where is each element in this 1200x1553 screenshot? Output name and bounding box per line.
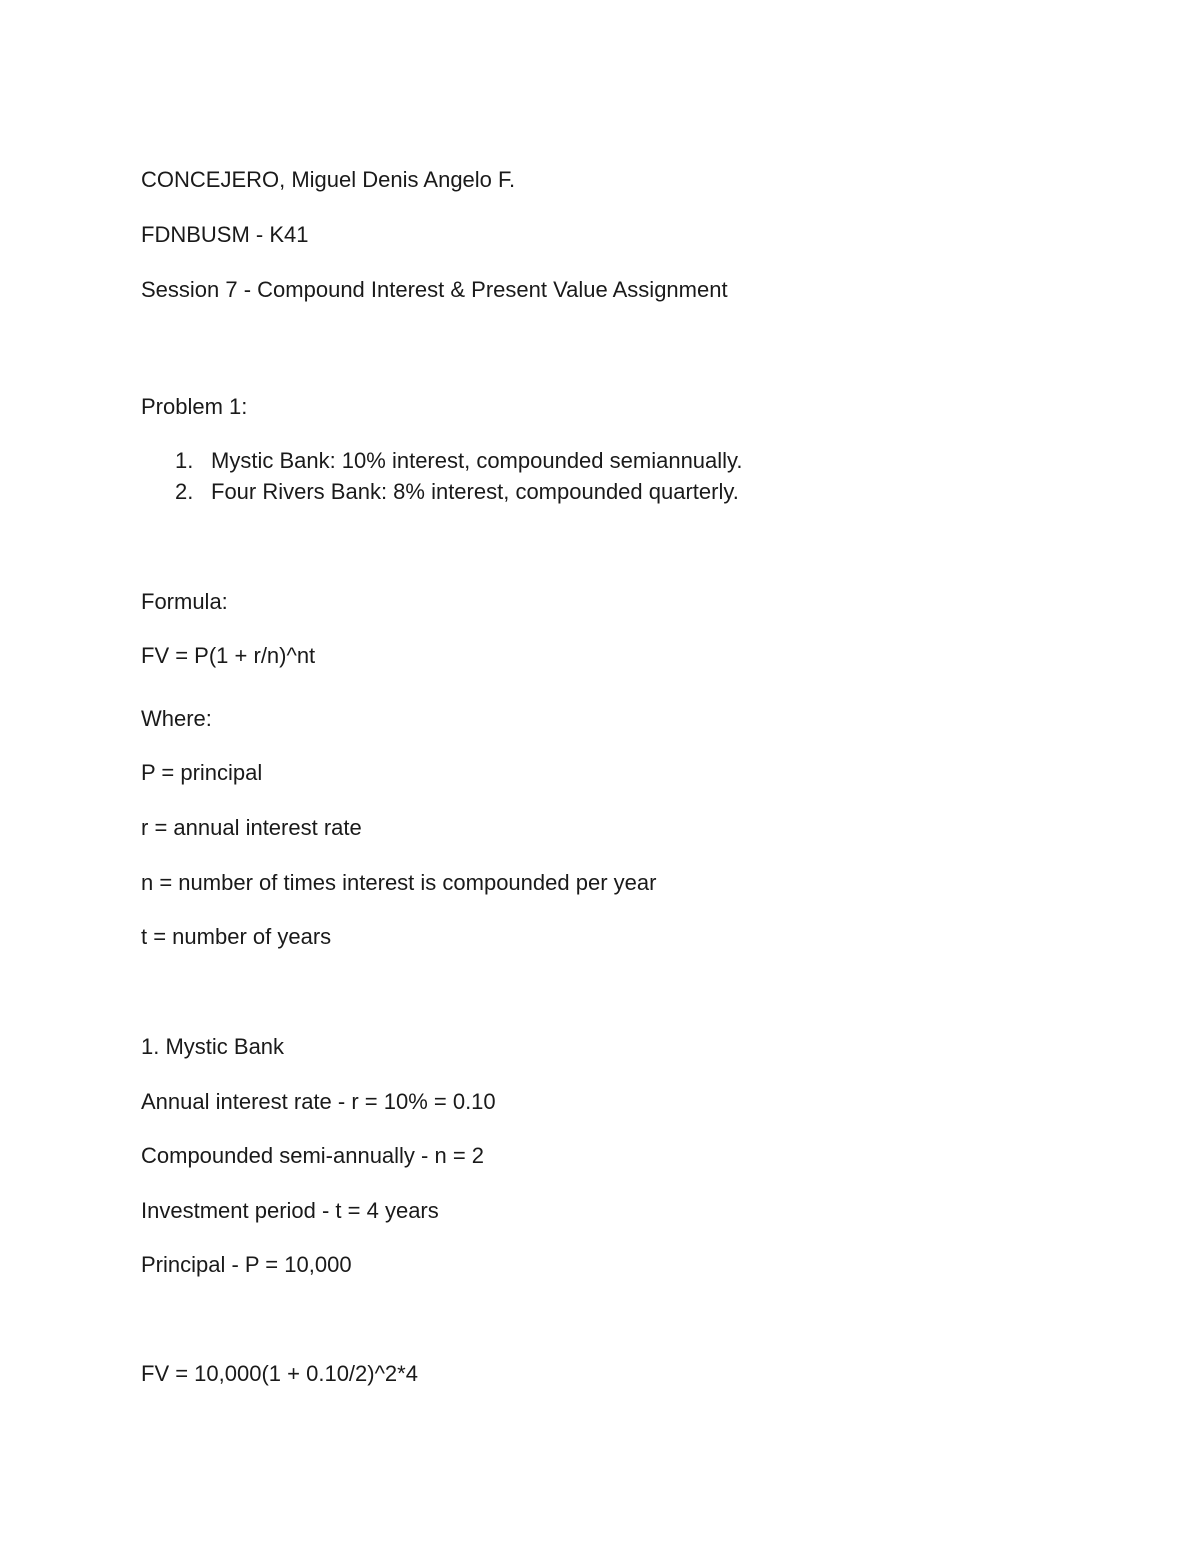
mystic-principal: Principal - P = 10,000 bbox=[141, 1252, 352, 1277]
mystic-period: Investment period - t = 4 years bbox=[141, 1198, 439, 1223]
mystic-calculation: FV = 10,000(1 + 0.10/2)^2*4 bbox=[141, 1361, 418, 1386]
student-name: CONCEJERO, Miguel Denis Angelo F. bbox=[141, 167, 516, 192]
list-item bbox=[175, 448, 743, 473]
definition-years: t = number of years bbox=[141, 924, 332, 949]
course-code: FDNBUSM - K41 bbox=[141, 222, 309, 247]
formula-equation: FV = P(1 + r/n)^nt bbox=[141, 643, 316, 668]
definition-principal: P = principal bbox=[141, 760, 263, 785]
where-label: Where: bbox=[141, 706, 212, 731]
assignment-title: Session 7 - Compound Interest & Present Value Assignment bbox=[141, 277, 728, 302]
mystic-rate: Annual interest rate - r = 10% = 0.10 bbox=[141, 1089, 496, 1114]
definition-rate: r = annual interest rate bbox=[141, 815, 362, 840]
list-number: 1. bbox=[175, 448, 194, 473]
list-text: Mystic Bank: 10% interest, compounded semiannually. bbox=[211, 448, 743, 473]
list-number: 2. bbox=[175, 479, 194, 504]
list-text: Four Rivers Bank: 8% interest, compounded quarterly. bbox=[211, 479, 739, 504]
mystic-heading: 1. Mystic Bank bbox=[141, 1034, 285, 1059]
formula-label: Formula: bbox=[141, 589, 228, 614]
problem-heading: Problem 1: bbox=[141, 394, 248, 419]
definition-compounding: n = number of times interest is compounded per year bbox=[141, 870, 657, 895]
mystic-compounding: Compounded semi-annually - n = 2 bbox=[141, 1143, 485, 1168]
list-item bbox=[175, 479, 739, 504]
